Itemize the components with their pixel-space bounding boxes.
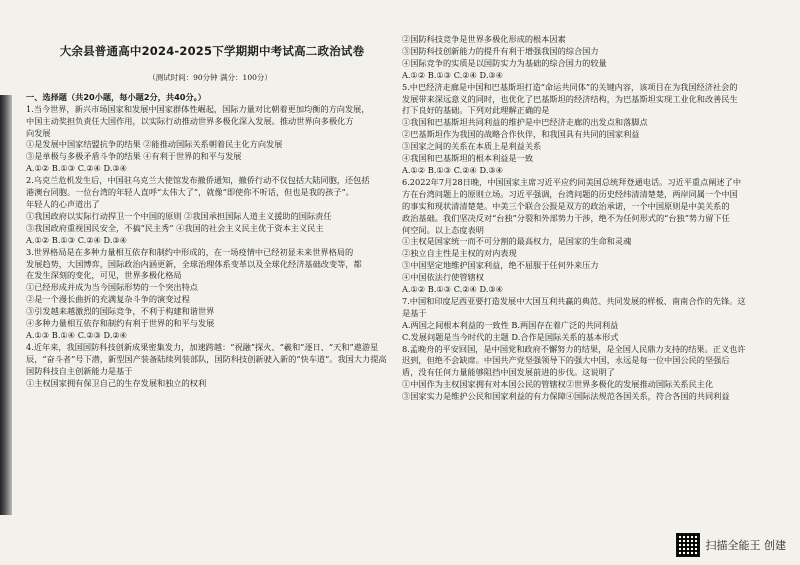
- question-line: 向发展: [26, 127, 51, 138]
- question-line: ①主权是国家统一而不可分割的最高权力，是国家的生命和灵魂: [402, 236, 632, 247]
- left-column: [26, 46, 394, 389]
- question-line: A.两国之间根本利益的一致性 B.两国存在着广泛的共同利益: [402, 319, 619, 330]
- question-line: A.①② B.①③ C.②④ D.③④: [26, 234, 128, 245]
- question-line: 国防科技自主创新能力是基于: [26, 365, 133, 376]
- question-line: 发展趋势，大国博弈，国际政治内涵更新，全球治理体系变革以及全球化经济基础改变等，都: [26, 258, 362, 269]
- question-line: A.①② B.①③ C.②④ D.③④: [402, 164, 504, 175]
- question-line: ③国家之间的关系在本质上是利益关系: [402, 141, 542, 152]
- question-line: ④国际竞争的实质是以国防实力为基础的综合国力的较量: [402, 57, 607, 68]
- question-line: ③国家实力是维护公民和国家利益的有力保障④国际法规范各国关系，符合各国的共同利益: [402, 391, 730, 402]
- question-line: ①已经形成并成为当今国际形势的一个突出特点: [26, 282, 198, 293]
- question-line: 7.中国和印度尼西亚要打造发展中大国互利共赢的典范、共同发展的样板、南南合作的先锋。这: [402, 295, 746, 306]
- question-line: ②国防科技竞争是世界多极化形成的根本因素: [402, 34, 566, 44]
- question-line: 中国主动奖担负责任大国作用，以实际行动推动世界多极化深入发展。推动世界向多极化方: [26, 115, 354, 126]
- scan-shadow-edge: [0, 95, 12, 515]
- question-line: 盾，没有任何力量能够阻挡中国发展前进的步伐。这说明了: [402, 367, 615, 378]
- scanner-label: 扫描全能王 创建: [705, 539, 786, 552]
- question-line: ①我国和巴基斯坦共同利益的维护是中巴经济走廊的出发点和落脚点: [402, 117, 648, 128]
- question-line: ④我国和巴基斯坦的根本利益是一致: [402, 153, 534, 164]
- right-question-lines: [402, 34, 790, 403]
- question-line: A.①② B.①③ C.②④ D.③④: [402, 69, 504, 80]
- question-line: 港澳台同胞。一位台湾的年轻人直呼“太伟大了”，就像“即使你不听话，但也是我的孩子”。: [26, 187, 354, 198]
- question-line: 是基于: [402, 307, 427, 318]
- question-line: 辰，“奋斗者”号下潜，新型国产装备陆续列装部队，国防科技创新驶入新的“快车道”。我国大力提高: [26, 353, 387, 364]
- question-line: A.①③ B.①④ C.②③ D.②④: [26, 329, 128, 340]
- question-line: ③是单极与多极矛盾斗争的结果 ④有利于世界的和平与发展: [26, 151, 242, 162]
- question-line: 何空间。以上态度表明: [402, 224, 484, 235]
- question-line: 1.当今世界，新兴市场国家和发展中国家群体性崛起，国际力量对比朝着更加均衡的方向发展，: [26, 103, 370, 114]
- question-line: 3.世界格局是在多种力量相互依存和制约中形成的，在一场疫情中已经初显未来世界格局的: [26, 246, 354, 257]
- question-line: 8.孟晚舟的平安回国，是中国党和政府不懈努力的结果，是全国人民鼎力支持的结果。正义也许: [402, 343, 746, 354]
- question-line: ③我国政府重视国民安全，不搞“民主秀” ④我国的社会主义民主优于资本主义民主: [26, 222, 324, 233]
- left-question-lines: [26, 104, 394, 390]
- section-label: 一、选择题（共20小题，每小题2分，共40分。）: [26, 91, 206, 102]
- question-line: ②巴基斯坦作为我国的战略合作伙伴，和我国具有共同的国家利益: [402, 129, 640, 140]
- question-line: 2.乌克兰危机发生后，中国驻乌克兰大使馆发布撤侨通知，撤侨行动不仅包括大陆同胞，还包括: [26, 175, 370, 186]
- scanner-watermark: [676, 533, 787, 557]
- question-line: ④多种力量相互依存和制约有利于世界的和平与发展: [26, 318, 215, 329]
- question-line: 的事实和现状清清楚楚。中美三个联合公报是双方的政治承诺，一个中国原则是中美关系的: [402, 200, 730, 211]
- question-line: ①主权国家拥有保卫自己的生存发展和独立的权利: [26, 377, 207, 388]
- question-line: 年轻人的心声道出了: [26, 198, 100, 209]
- question-line: ①是发展中国家结盟抗争的结果 ②能推动国际关系朝着民主化方向发展: [26, 139, 283, 150]
- question-line: 迟到，但绝不会缺席。中国共产党坚强领导下的强大中国，永远是每一位中国公民的坚强后: [402, 355, 730, 366]
- question-line: ③中国坚定地维护国家利益，绝不屈服于任何外来压力: [402, 260, 599, 271]
- exam-subtitle: （测试时间：90分钟 满分：100分）: [148, 72, 272, 82]
- question-line: 4.近年来，我国国防科技创新成果密集发力，加速跨越：“祝融”探火、“羲和”逐日、“天和”遨游星: [26, 341, 379, 352]
- question-line: 发展带来深远意义的同时，也优化了巴基斯坦的经济结构，为巴基斯坦实现工业化和改善民生: [402, 93, 738, 104]
- question-line: 政治基础。我们坚决反对“台独”分裂和外部势力干涉，绝不为任何形式的“台独”势力留下任: [402, 212, 730, 223]
- question-line: 5.中巴经济走廊是中国和巴基斯坦打造“命运共同体”的关键内容，该项目在为我国经济社会的: [402, 81, 738, 92]
- question-line: ②是一个漫长曲折的充满复杂斗争的演变过程: [26, 294, 190, 305]
- question-line: 方在台湾问题上的原则立场。习近平强调，台湾问题的历史经纬清清楚楚，两岸同属一个中国: [402, 188, 738, 199]
- question-line: 在发生深刻的变化，可见，世界多极化格局: [26, 270, 182, 281]
- question-line: C.发展问题是当今时代的主题 D.合作是国际关系的基本形式: [402, 331, 619, 342]
- question-line: ③引发越来越激烈的国际竞争，不利于构建和谐世界: [26, 306, 215, 317]
- question-line: A.①② B.①③ C.②④ D.③④: [26, 163, 128, 174]
- question-line: ②独立自主性是主权的对内表现: [402, 248, 517, 259]
- question-line: 打下良好的基础。下列对此理解正确的是: [402, 105, 550, 116]
- right-column: [402, 34, 790, 403]
- question-line: ④中国依法行使管辖权: [402, 272, 484, 283]
- question-line: ①我国政府以实际行动捍卫一个中国的原则 ②我国承担国际人道主义援助的国际责任: [26, 210, 332, 221]
- question-line: 6.2022年7月28日晚，中国国家主席习近平应约同美国总统拜登通电话。习近平重点阐述了中: [402, 176, 742, 187]
- question-line: ①中国作为主权国家拥有对本国公民的管辖权②世界多极化的发展推动国际关系民主化: [402, 379, 714, 390]
- exam-title: 大余县普通高中2024-2025下学期期中考试高二政治试卷: [59, 44, 365, 58]
- qr-code-icon: [676, 533, 700, 557]
- question-line: ③国防科技创新能力的提升有利于增强我国的综合国力: [402, 45, 599, 56]
- question-line: A.①② B.①③ C.②④ D.③④: [402, 284, 504, 295]
